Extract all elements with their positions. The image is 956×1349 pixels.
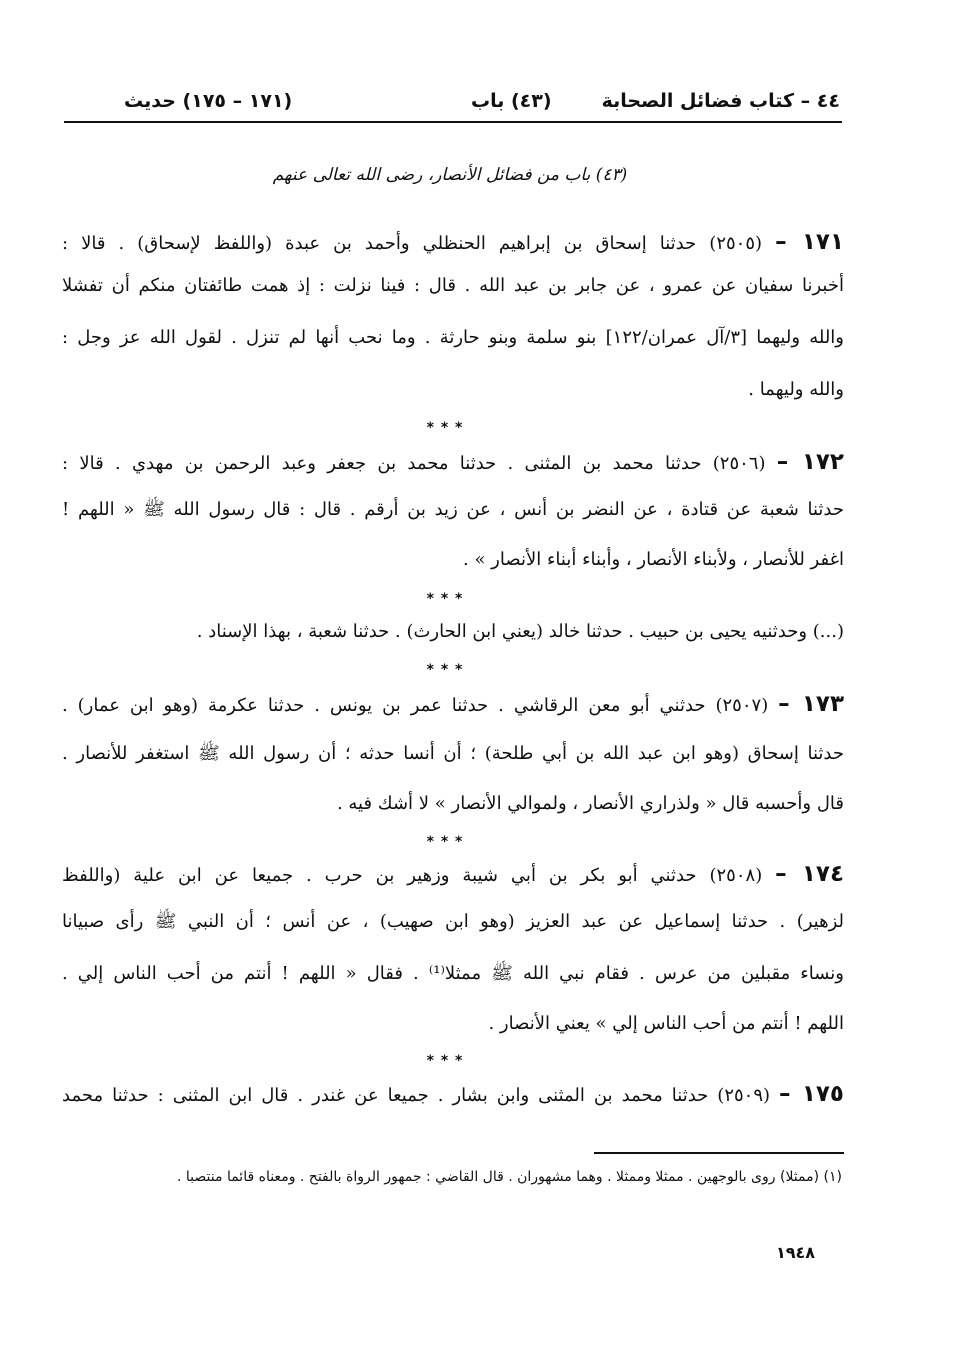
hadith-172b-line-1: (...) وحدثنيه يحيى بن حبيب . حدثنا خالد (يعني ابن الحارث) . حدثنا شعبة ، بهذا الإسناد .	[196, 621, 844, 642]
page-number: ١٩٤٨	[775, 1243, 815, 1262]
hadith-171-text-1: (٢٥٠٥) حدثنا إسحاق بن إبراهيم الحنظلي وأحمد بن عبدة (واللفظ لإسحاق) . قالا :	[62, 233, 763, 254]
hadith-174-line-3: ونساء مقبلين من عرس . فقام نبي الله ﷺ ممثلا⁽¹⁾ . فقال « اللهم ! أنتم من أحب الناس إلي .	[62, 963, 844, 984]
hadith-number-172: ١٧٢ –	[776, 449, 844, 475]
hadith-174-text-1: (٢٥٠٨) حدثني أبو بكر بن أبي شيبة وزهير بن حرب . جميعا عن ابن علية (واللفظ	[62, 865, 763, 886]
section-separator: * * *	[426, 420, 464, 436]
header-hadith-range: (١٧١ – ١٧٥) حديث	[124, 90, 293, 112]
running-header	[66, 86, 840, 120]
section-separator: * * *	[426, 662, 464, 678]
hadith-173-text-1: (٢٥٠٧) حدثني أبو معن الرقاشي . حدثنا عمر بن يونس . حدثنا عكرمة (وهو ابن عمار) .	[62, 695, 769, 716]
hadith-174-line-2: لزهير) . حدثنا إسماعيل عن عبد العزيز (وهو ابن صهيب) ، عن أنس ؛ أن النبي ﷺ رأى صبيانا	[62, 911, 844, 932]
hadith-171-line-4: والله وليهما .	[748, 379, 844, 400]
hadith-173-line-2: حدثنا إسحاق (وهو ابن عبد الله بن أبي طلحة) ؛ أن أنسا حدثه ؛ أن رسول الله ﷺ استغفر للأنصار .	[62, 743, 844, 764]
footnote-rule	[594, 1152, 844, 1154]
hadith-174-line-4: اللهم ! أنتم من أحب الناس إلي » يعني الأنصار .	[488, 1013, 844, 1034]
hadith-number-171: ١٧١ –	[775, 229, 844, 255]
hadith-173-line-1	[62, 690, 844, 720]
hadith-172-line-1	[62, 448, 844, 478]
hadith-171-line-3: والله وليهما [٣/آل عمران/١٢٢] بنو سلمة وبنو حارثة . وما نحب أنها لم تنزل . لقول الله عز وجل :	[62, 327, 844, 348]
header-rule	[64, 121, 842, 123]
hadith-175-line-1	[62, 1080, 844, 1110]
header-chapter-number: (٤٣) باب	[471, 90, 552, 112]
hadith-173-line-3: قال وأحسبه قال « ولذراري الأنصار ، ولموالي الأنصار » لا أشك فيه .	[336, 793, 844, 814]
section-separator: * * *	[426, 591, 464, 607]
header-book-title: ٤٤ – كتاب فضائل الصحابة	[601, 90, 840, 112]
hadith-174-line-1	[62, 860, 844, 890]
hadith-number-175: ١٧٥ –	[779, 1081, 844, 1107]
section-separator: * * *	[426, 1053, 464, 1069]
hadith-number-174: ١٧٤ –	[775, 861, 844, 887]
hadith-171-line-2: أخبرنا سفيان عن عمرو ، عن جابر بن عبد الله . قال : فينا نزلت : إذ همت طائفتان منكم أن تفشلا	[62, 275, 844, 296]
section-separator: * * *	[426, 834, 464, 850]
hadith-175-text-1: (٢٥٠٩) حدثنا محمد بن المثنى وابن بشار . جميعا عن غندر . قال ابن المثنى : حدثنا محمد	[62, 1085, 771, 1106]
hadith-172-line-2: حدثنا شعبة عن قتادة ، عن النضر بن أنس ، عن زيد بن أرقم . قال : قال رسول الله ﷺ « اللهم !	[62, 499, 844, 520]
chapter-title: (٤٣) باب من فضائل الأنصار، رضى الله تعالى عنهم	[272, 165, 628, 185]
footnote: (١) (ممثلا) روى بالوجهين . ممثلا وممثلا . وهما مشهوران . قال القاضي : جمهور الرواة بالفتح . ومعناه قائما منتصبا .	[177, 1169, 842, 1185]
hadith-172-line-3: اغفر للأنصار ، ولأبناء الأنصار ، وأبناء أبناء الأنصار » .	[463, 549, 844, 570]
hadith-172-text-1: (٢٥٠٦) حدثنا محمد بن المثنى . حدثنا محمد بن جعفر وعبد الرحمن بن مهدي . قالا :	[62, 453, 766, 474]
hadith-171-line-1	[62, 228, 844, 258]
hadith-number-173: ١٧٣ –	[778, 691, 844, 717]
